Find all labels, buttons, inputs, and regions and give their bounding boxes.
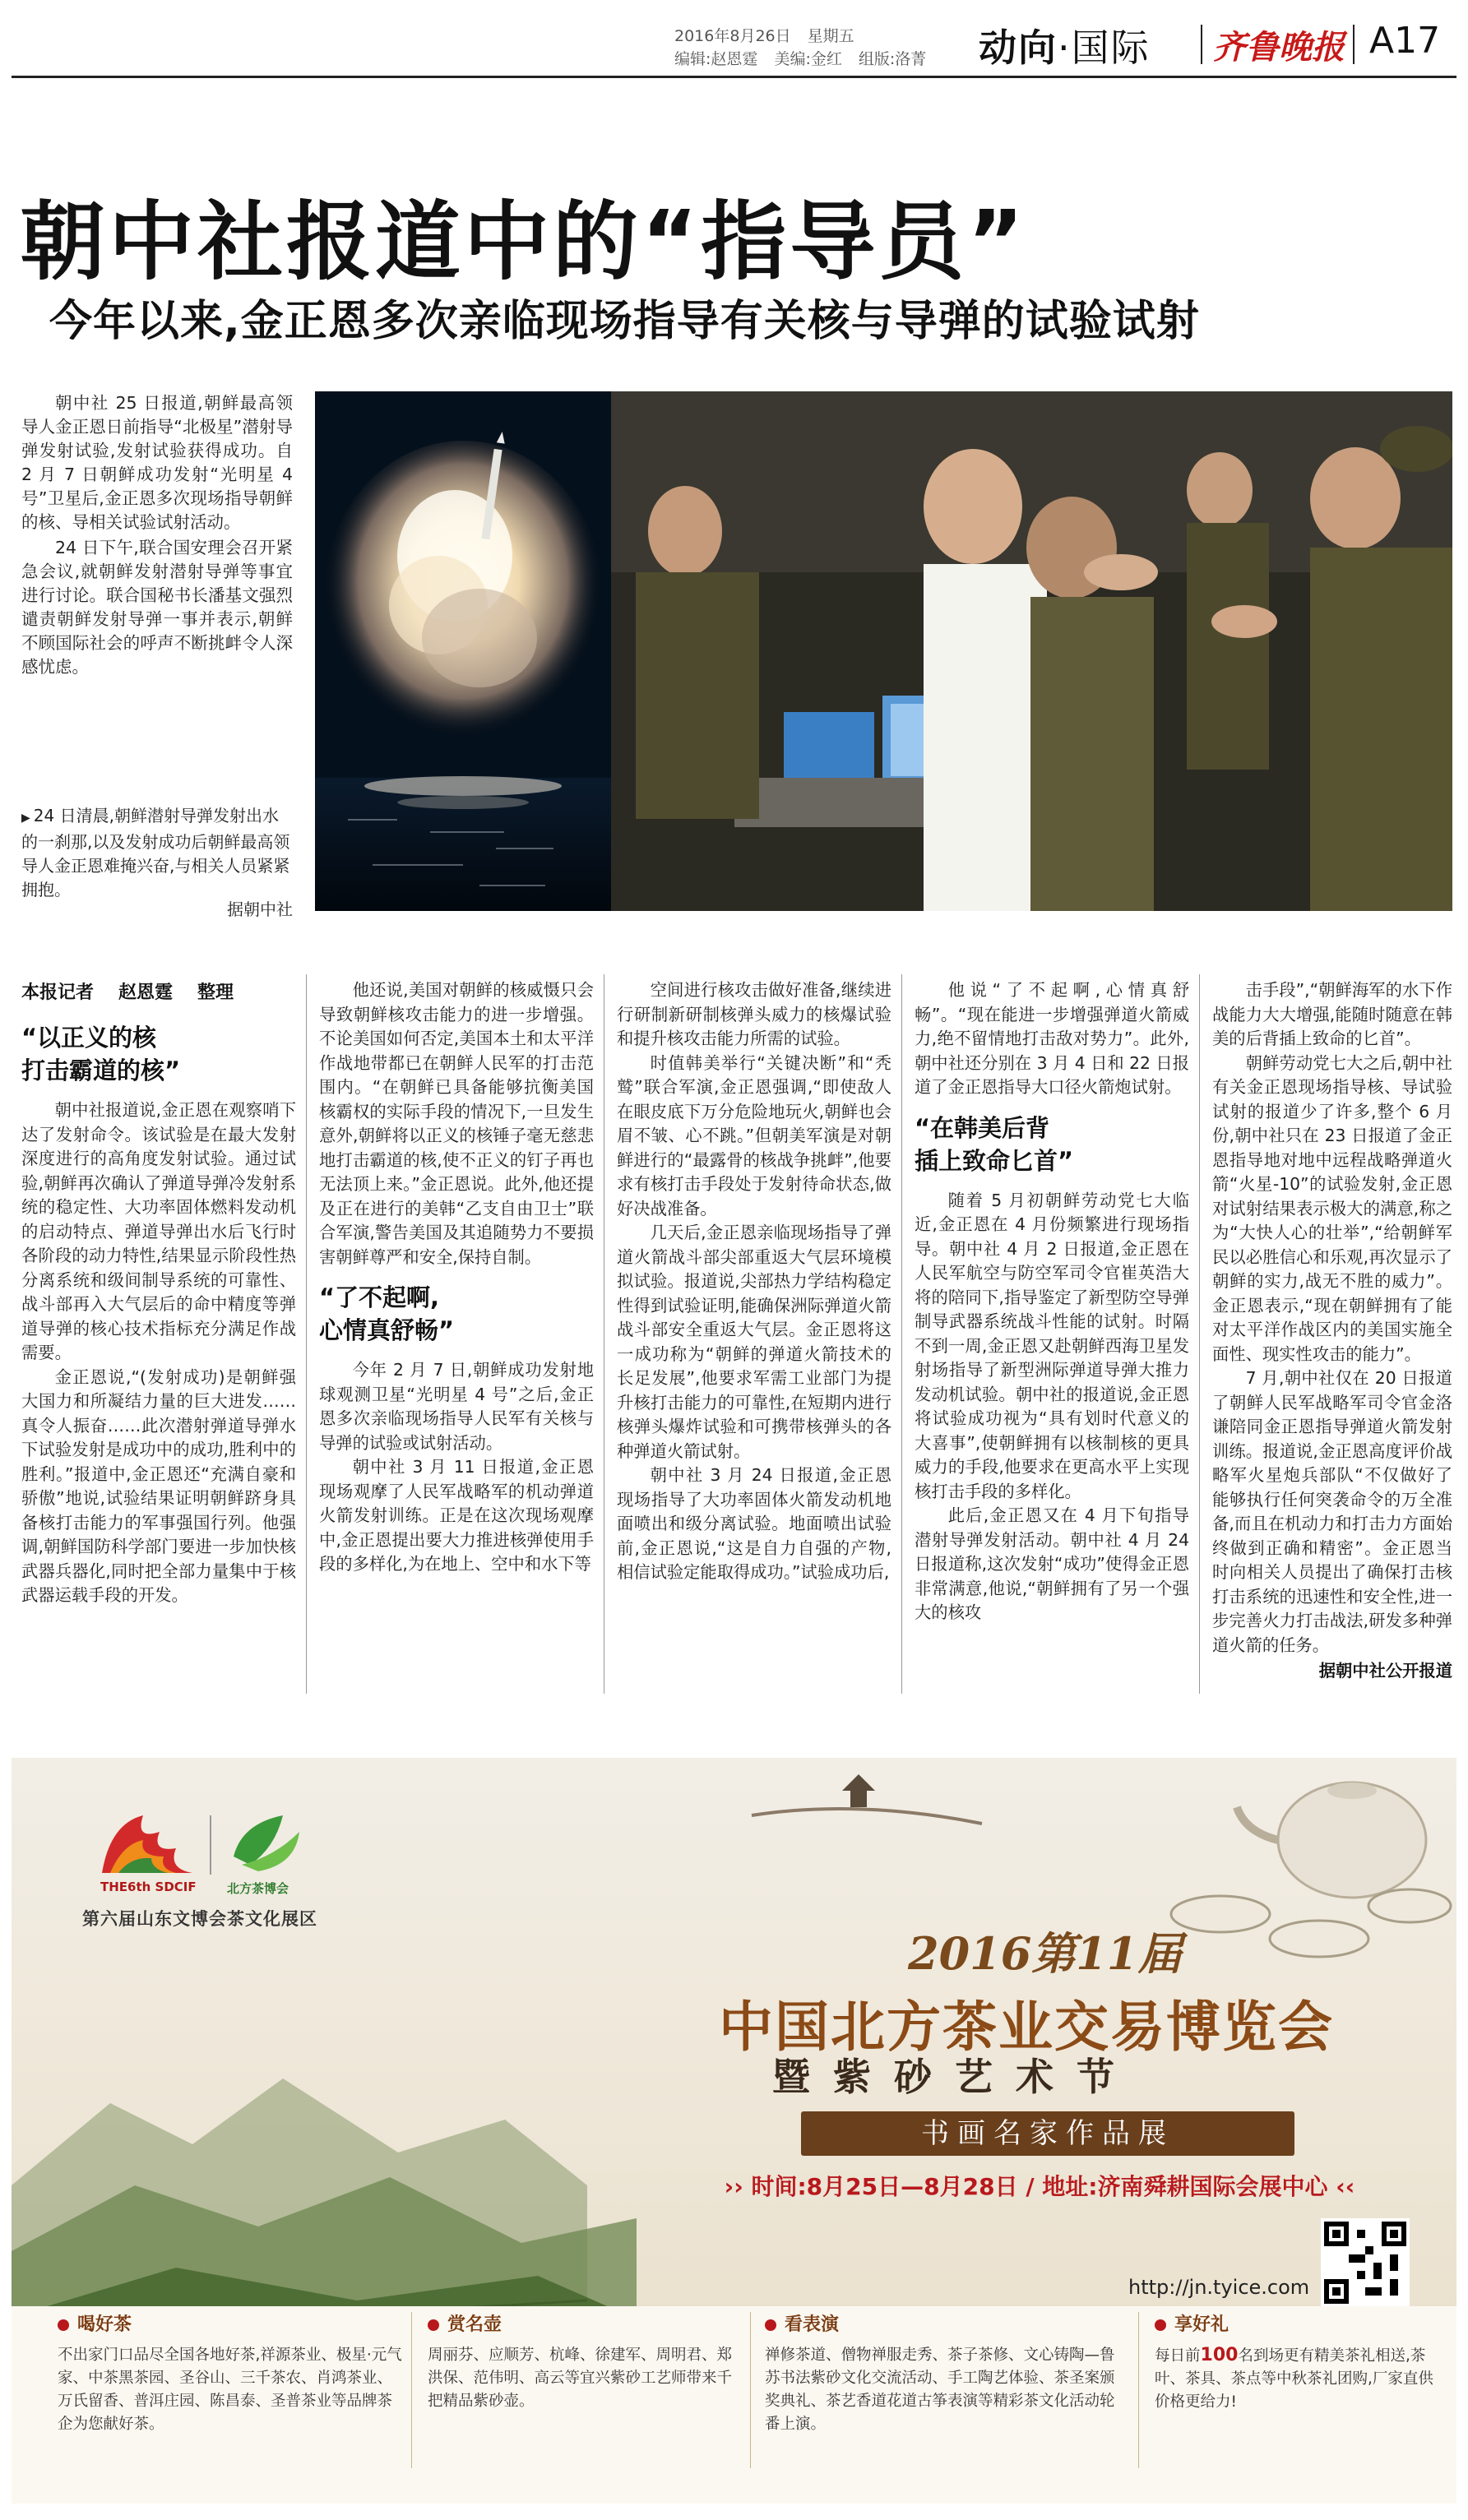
- caption-text: 24 日清晨,朝鲜潜射导弹发射出水的一刹那,以及发射成功后朝鲜最高领导人金正恩难掩兴奋,与相关人员紧紧拥抱。: [21, 806, 290, 899]
- gift-text-prefix: 每日前: [1155, 2347, 1201, 2365]
- body-paragraph: 朝中社 3 月 11 日报道,金正恩现场观摩了人民军战略军的机动弹道火箭发射训练。正是在这次现场观摩中,金正恩提出要大力推进核弹使用手段的多样化,为在地上、空中和水下等: [319, 1457, 594, 1574]
- gift-count: 100: [1200, 2345, 1239, 2365]
- section-name: [979, 18, 1151, 72]
- subtitle-line: “了不起啊,: [319, 1283, 440, 1311]
- body-paragraph: 此后,金正恩又在 4 月下旬指导潜射导弹发射活动。朝中社 4 月 24 日报道称,这次发射“成功”使得金正恩非常满意,他说,“朝鲜拥有了另一个强大的核攻: [915, 1505, 1189, 1622]
- gift-text-suffix: 名到场更有精美茶礼相送,茶叶、茶具、茶点等中秋茶礼团购,厂家直供价格更给力!: [1155, 2347, 1433, 2411]
- missile-launch-photo: [315, 391, 611, 911]
- section-dot: ·: [1058, 25, 1072, 70]
- body-column-5: [1212, 978, 1452, 1684]
- subheadline: 今年以来,金正恩多次亲临现场指导有关核与导弹的试验试射: [49, 297, 1200, 346]
- expo-logo: [94, 1807, 316, 1884]
- section-subtitle: [21, 1021, 296, 1087]
- section-subtitle: [319, 1281, 594, 1347]
- article-source: 据朝中社公开报道: [1318, 1661, 1452, 1681]
- ad-box-divider: [1138, 2312, 1139, 2468]
- body-paragraph: 今年 2 月 7 日,朝鲜成功发射地球观测卫星“光明星 4 号”之后,金正恩多次亲临现场指导人民军有关核与导弹的试验或试射活动。: [319, 1360, 594, 1453]
- column-divider: [901, 974, 902, 1694]
- ad-box-divider: [411, 2312, 412, 2468]
- issue-date: 2016年8月26日: [674, 27, 791, 45]
- ad-box-title: 看表演: [785, 2314, 840, 2335]
- ad-box-text: 周丽芬、应顺芳、杭峰、徐建军、周明君、郑洪保、范伟明、高云等宜兴紫砂工艺师带来千把精品紫砂壶。: [428, 2347, 733, 2410]
- red-dot-icon: [765, 2319, 776, 2331]
- ad-box-performance: [765, 2310, 1127, 2475]
- ad-box-heading: [428, 2310, 740, 2336]
- ad-box-tea: [58, 2310, 403, 2475]
- column-divider: [306, 974, 307, 1694]
- qr-code-icon[interactable]: [1321, 2218, 1410, 2307]
- red-dot-icon: [58, 2319, 69, 2331]
- logo-text-english: THE6th SDCIF: [100, 1880, 197, 1894]
- missile-launch-illustration: [315, 391, 611, 911]
- expo-logo-icon: [94, 1807, 316, 1881]
- section-main: 动向: [979, 25, 1058, 70]
- ad-box-teapot: [428, 2310, 740, 2475]
- lead-text: [21, 391, 293, 681]
- tea-expo-advertisement[interactable]: [12, 1758, 1456, 2399]
- ad-box-divider: [750, 2312, 751, 2468]
- expo-subtitle: 暨紫砂艺术节: [772, 2055, 1137, 2099]
- editor-credit: 编辑:赵恩霆: [674, 50, 758, 68]
- body-column-1: [21, 1010, 296, 1608]
- byline-label: 本报记者: [21, 983, 95, 1003]
- red-dot-icon: [1155, 2319, 1166, 2331]
- headline: 朝中社报道中的“指导员”: [20, 192, 1027, 292]
- ad-box-title: 赏名壶: [447, 2314, 502, 2335]
- expo-label: 第六届山东文博会茶文化展区: [82, 1909, 317, 1929]
- section-subtitle: [915, 1112, 1189, 1177]
- ad-box-gift: [1155, 2310, 1443, 2475]
- byline: [21, 978, 258, 1004]
- body-paragraph: 他说“了不起啊,心情真舒畅”。“现在能进一步增强弹道火箭威力,绝不留情地打击敌对势力”。此外,朝中社还分别在 3 月 4 日和 22 日报道了金正恩指导大口径火箭炮试射。: [915, 980, 1189, 1097]
- masthead-rule: [12, 76, 1456, 78]
- logo-text-chinese: 北方茶博会: [227, 1881, 289, 1896]
- celebration-photo: [611, 391, 1452, 911]
- masthead-meta: [674, 25, 938, 71]
- body-paragraph: 随着 5 月初朝鲜劳动党七大临近,金正恩在 4 月份频繁进行现场指导。朝中社 4 月 2 日报道,金正恩在人民军航空与防空军司令官崔英浩大将的陪同下,指导鉴定了新型防空导弹制导武器系统战斗性能的试射。时隔不到一周,金正恩又赴朝鲜西海卫星发射场指导了新型洲际弹道导弹大推力发动机试验。朝中社的报道说,金正恩将试验成功视为“具有划时代意义的大喜事”,使朝鲜拥有以核制核的更具威力的手段,他要求在更高水平上实现核打击手段的多样化。: [915, 1190, 1189, 1501]
- masthead: [0, 0, 1468, 72]
- byline-role: 整理: [197, 983, 234, 1003]
- layout-credit: 组版:洛菁: [858, 50, 927, 68]
- body-paragraph: 朝中社 3 月 24 日报道,金正恩现场指导了大功率固体火箭发动机地面喷出和级分离试验。地面喷出试验前,金正恩说,“这是自力自强的产物,相信试验定能取得成功。”试验成功后,: [617, 1465, 891, 1582]
- ad-box-title: 享好礼: [1174, 2314, 1230, 2335]
- body-paragraph: 空间进行核攻击做好准备,继续进行研制新研制核弹头威力的核爆试验和提升核攻击能力所需的试验。: [617, 980, 891, 1048]
- photo-credit: 据朝中社: [227, 899, 293, 919]
- ad-box-text: 不出家门口品尽全国各地好茶,祥源茶业、极星·元气家、中茶黑茶园、圣谷山、三千茶农、肖鸿茶业、万氏留香、普洱庄园、陈昌泰、圣普茶业等品牌茶企为您献好茶。: [58, 2347, 402, 2433]
- page-number: A17: [1369, 20, 1441, 62]
- double-chevron-left-icon: ‹‹: [1327, 2173, 1355, 2200]
- body-paragraph: 几天后,金正恩亲临现场指导了弹道火箭战斗部尖部重返大气层环境模拟试验。报道说,尖部热力学结构稳定性得到试验证明,能确保洲际弹道火箭战斗部安全重返大气层。金正恩将这一成功称为“朝鲜的弹道火箭技术的长足发展”,他要求军需工业部门为提升核打击能力的可靠性,在短期内进行核弹头爆炸试验和可携带核弹头的各种弹道火箭试射。: [617, 1223, 891, 1461]
- ad-box-title: 喝好茶: [77, 2314, 132, 2335]
- lead-paragraph: 24 日下午,联合国安理会召开紧急会议,就朝鲜发射潜射导弹等事宜进行讨论。联合国秘书长潘基文强烈谴责朝鲜发射导弹一事并表示,朝鲜不顾国际社会的呼声不断挑衅令人深感忧虑。: [21, 538, 293, 677]
- masthead-divider: [1353, 25, 1355, 64]
- lead-paragraph: 朝中社 25 日报道,朝鲜最高领导人金正恩日前指导“北极星”潜射导弹发射试验,发射试验获得成功。自 2 月 7 日朝鲜成功发射“光明星 4 号”卫星后,金正恩多次现场指导朝鲜的核、导相关试验试射活动。: [21, 393, 293, 532]
- caption-triangle-icon: ▶: [21, 811, 30, 825]
- expo-title: 中国北方茶业交易博览会: [719, 1995, 1334, 2059]
- qr-code-pattern: [1324, 2222, 1406, 2304]
- paper-logo: 齐鲁晚报: [1213, 28, 1345, 67]
- expo-info-text: 时间:8月25日—8月28日 / 地址:济南舜耕国际会展中心: [751, 2173, 1328, 2200]
- ad-box-text: [1155, 2344, 1443, 2414]
- ad-box-heading: [1155, 2310, 1443, 2336]
- body-paragraph: 时值韩美举行“关键决断”和“秃鹫”联合军演,金正恩强调,“即使敌人在眼皮底下万分危险地玩火,朝鲜也会眉不皱、心不跳。”但朝美军演是对朝鲜进行的“最露骨的核战争挑衅”,他要求有核打击手段处于发射待命状态,做好决战准备。: [617, 1052, 891, 1218]
- ad-box-heading: [765, 2310, 1127, 2336]
- body-paragraph: 朝鲜劳动党七大之后,朝中社有关金正恩现场指导核、导试验试射的报道少了许多,整个 6 月份,朝中社只在 23 日报道了金正恩指导地对地中远程战略弹道火箭“火星-10”的试验发射,金正恩对试射结果表示极大的满意,称之为“大快人心的壮举”,“给朝鲜军民以必胜信心和乐观,再次显示了朝鲜的实力,战无不胜的威力”。金正恩表示,“现在朝鲜拥有了能对太平洋作战区内的美国实施全面性、现实性攻击的能力”。: [1212, 1052, 1452, 1364]
- double-chevron-right-icon: ››: [724, 2173, 752, 2200]
- subtitle-line: 插上致命匕首”: [915, 1146, 1074, 1175]
- body-paragraph: 击手段”,“朝鲜海军的水下作战能力大大增强,能随时随意在韩美的后背插上致命的匕首”。: [1212, 980, 1452, 1048]
- issue-weekday: 星期五: [807, 27, 854, 45]
- photo-caption: [21, 804, 293, 902]
- subtitle-line: 心情真舒畅”: [319, 1316, 455, 1344]
- subtitle-line: “以正义的核: [21, 1024, 157, 1052]
- expo-time-address: [669, 2169, 1410, 2202]
- masthead-divider: [1201, 25, 1202, 64]
- designer-credit: 美编:金红: [774, 50, 842, 68]
- expo-edition: 2016第11届: [908, 1927, 1183, 1980]
- ad-box-heading: [58, 2310, 403, 2336]
- body-column-3: [617, 978, 891, 1585]
- ad-box-text: 禅修茶道、僧物禅服走秀、茶子茶修、文心铸陶—鲁苏书法紫砂文化交流活动、手工陶艺体验、茶圣案颁奖典礼、茶艺香道花道古筝表演等精彩茶文化活动轮番上演。: [765, 2347, 1115, 2433]
- expo-website-link[interactable]: http://jn.tyice.com: [1128, 2276, 1310, 2299]
- body-column-2: [319, 978, 594, 1577]
- calligraphy-exhibit-banner: 书画名家作品展: [801, 2111, 1294, 2156]
- subtitle-line: “在韩美后背: [915, 1113, 1050, 1142]
- body-paragraph: 他还说,美国对朝鲜的核威慑只会导致朝鲜核攻击能力的进一步增强。不论美国如何否定,美国本土和太平洋作战地带都已在朝鲜人民军的打击范围内。“在朝鲜已具备能够抗衡美国核霸权的实际手段的情况下,一旦发生意外,朝鲜将以正义的核锤子毫无慈悲地打击霸道的核,使不正义的钉子再也无法顶上来。”金正恩说。此外,他还提及正在进行的美韩“乙支自由卫士”联合军演,警告美国及其追随势力不要损害朝鲜尊严和安全,保持自制。: [319, 980, 594, 1267]
- body-column-4: [915, 978, 1189, 1625]
- body-paragraph: 朝中社报道说,金正恩在观察哨下达了发射命令。该试验是在最大发射深度进行的高角度发射试验。通过试验,朝鲜再次确认了弹道导弹冷发射系统的稳定性、大功率固体燃料发动机的启动特点、弹道导弹出水后飞行时各阶段的动力特性,结果显示阶段性热分离系统和级间制导系统的可靠性、战斗部再入大气层后的命中精度等弹道导弹的核心技术指标充分满足作战需要。: [21, 1100, 296, 1362]
- body-paragraph: 7 月,朝中社仅在 20 日报道了朝鲜人民军战略军司令官金洛谦陪同金正恩指导弹道火箭发射训练。报道说,金正恩高度评价战略军火星炮兵部队“不仅做好了能够执行任何突袭命令的万全准备,而且在机动力和打击力方面始终做到正确和精密”。金正恩当时向相关人员提出了确保打击核打击系统的迅速性和安全性,进一步完善火力打击战法,研发多种弹道火箭的任务。: [1212, 1368, 1452, 1655]
- body-paragraph: 金正恩说,“(发射成功)是朝鲜强大国力和所凝结力量的巨大进发……真令人振奋……此次潜射弹道导弹水下试验发射是成功中的成功,胜利中的胜利。”报道中,金正恩还“充满自豪和骄傲”地说,试验结果证明朝鲜跻身具备核打击能力的军事强国行列。他强调,朝鲜国防科学部门要进一步加快核武器兵器化,同时把全部力量集中于核武器运载手段的开发。: [21, 1366, 296, 1605]
- byline-name: 赵恩霆: [118, 983, 174, 1003]
- section-sub: 国际: [1071, 25, 1151, 70]
- red-dot-icon: [428, 2319, 439, 2331]
- celebration-illustration: [611, 391, 1452, 911]
- column-divider: [1199, 974, 1200, 1694]
- subtitle-line: 打击霸道的核”: [21, 1057, 181, 1084]
